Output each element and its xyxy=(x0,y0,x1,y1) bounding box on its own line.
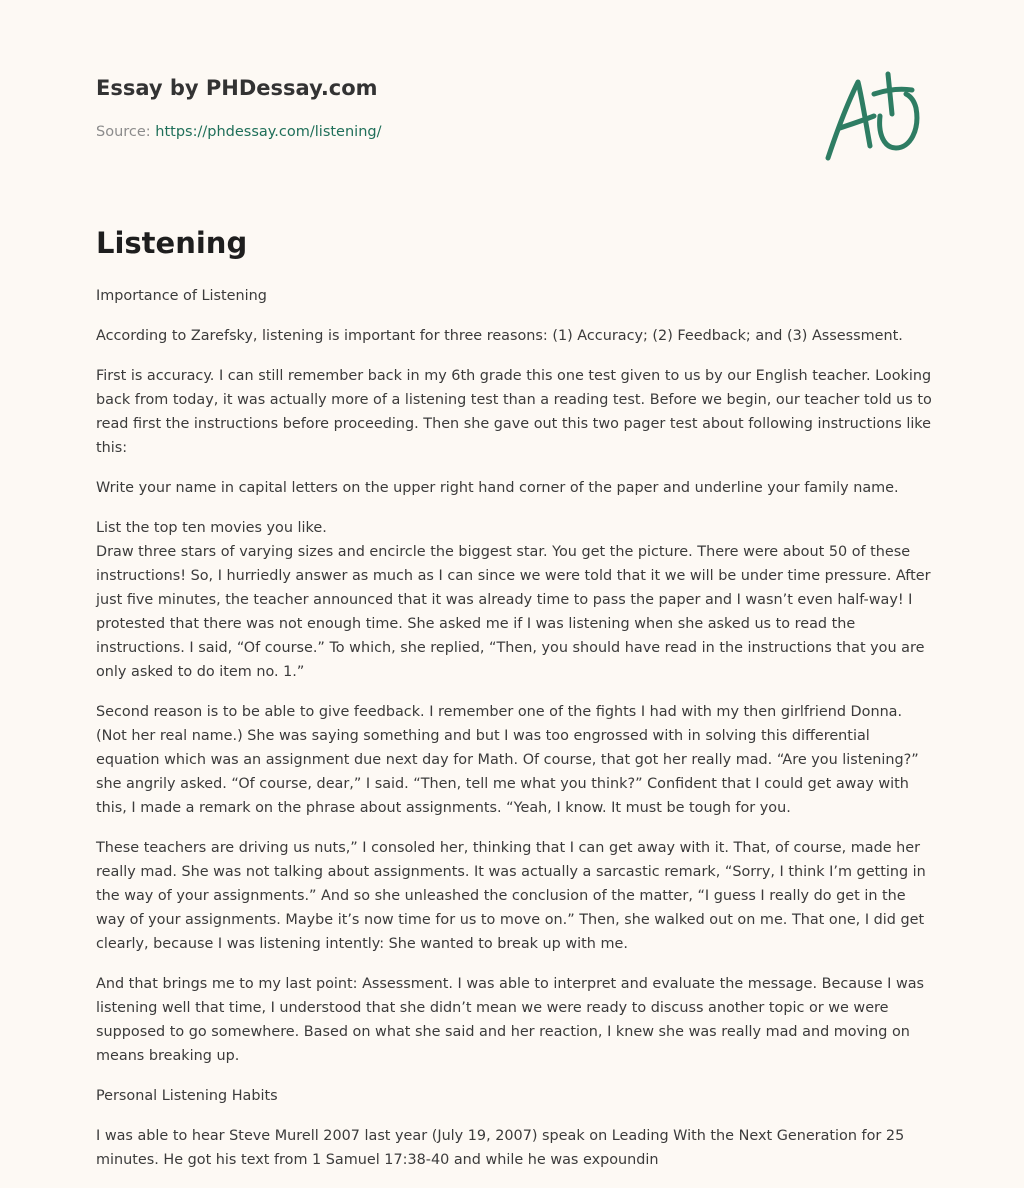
paragraph: First is accuracy. I can still remember back in my 6th grade this one test given to us by our English teacher. Looking back from today, it was actually more of a listening test than a reading test. Before we begin, our teacher told us to read first the instructions before proceeding. Then she gave out this two pager test about following instructions like this: xyxy=(96,368,932,456)
source-label: Source: xyxy=(96,124,156,140)
paragraph: I was able to hear Steve Murell 2007 last year (July 19, 2007) speak on Leading With the Next Generation for 25 minutes. He got his text from 1 Samuel 17:38-40 and while he was expoundin xyxy=(96,1128,905,1168)
a-plus-logo xyxy=(822,68,926,164)
essay-body xyxy=(96,284,932,1188)
paragraph: And that brings me to my last point: Assessment. I was able to interpret and evaluate the message. Because I was listening well that time, I understood that she didn’t mean we were ready to discuss another topic or we were supposed to go somewhere. Based on what she said and her reaction, I knew she was really mad and moving on means breaking up. xyxy=(96,976,925,1064)
paragraph: Importance of Listening xyxy=(96,288,267,304)
source-link[interactable]: https://phdessay.com/listening/ xyxy=(155,124,382,140)
paragraph: List the top ten movies you like. xyxy=(96,520,327,536)
site-title: Essay by PHDessay.com xyxy=(96,76,378,100)
paragraph: Second reason is to be able to give feedback. I remember one of the fights I had with my then girlfriend Donna. (Not her real name.) She was saying something and but I was too engrossed with in solving this differential equation which was an assignment due next day for Math. Of course, that got her really mad. “Are you listening?” she angrily asked. “Of course, dear,” I said. “Then, tell me what you think?” Confident that I could get away with this, I made a remark on the phrase about assignments. “Yeah, I know. It must be tough for you. xyxy=(96,704,919,816)
document-title: Listening xyxy=(96,226,248,260)
source-line xyxy=(96,124,381,140)
paragraph: Write your name in capital letters on the upper right hand corner of the paper and underline your family name. xyxy=(96,480,899,496)
paragraph: According to Zarefsky, listening is important for three reasons: (1) Accuracy; (2) Feedback; and (3) Assessment. xyxy=(96,328,903,344)
paragraph: Draw three stars of varying sizes and encircle the biggest star. You get the picture. There were about 50 of these instructions! So, I hurriedly answer as much as I can since we were told that it we will be under time pressure. After just five minutes, the teacher announced that it was already time to pass the paper and I wasn’t even half-way! I protested that there was not enough time. She asked me if I was listening when she asked us to read the instructions. I said, “Of course.” To which, she replied, “Then, you should have read in the instructions that you are only asked to do item no. 1.” xyxy=(96,544,931,680)
section-heading: Personal Listening Habits xyxy=(96,1088,278,1104)
a-plus-logo-icon xyxy=(822,68,926,164)
paragraph: These teachers are driving us nuts,” I consoled her, thinking that I can get away with it. That, of course, made her really mad. She was not talking about assignments. It was actually a sarcastic remark, “Sorry, I think I’m getting in the way of your assignments.” And so she unleashed the conclusion of the matter, “I guess I really do get in the way of your assignments. Maybe it’s now time for us to move on.” Then, she walked out on me. That one, I did get clearly, because I was listening intently: She wanted to break up with me. xyxy=(96,840,926,952)
